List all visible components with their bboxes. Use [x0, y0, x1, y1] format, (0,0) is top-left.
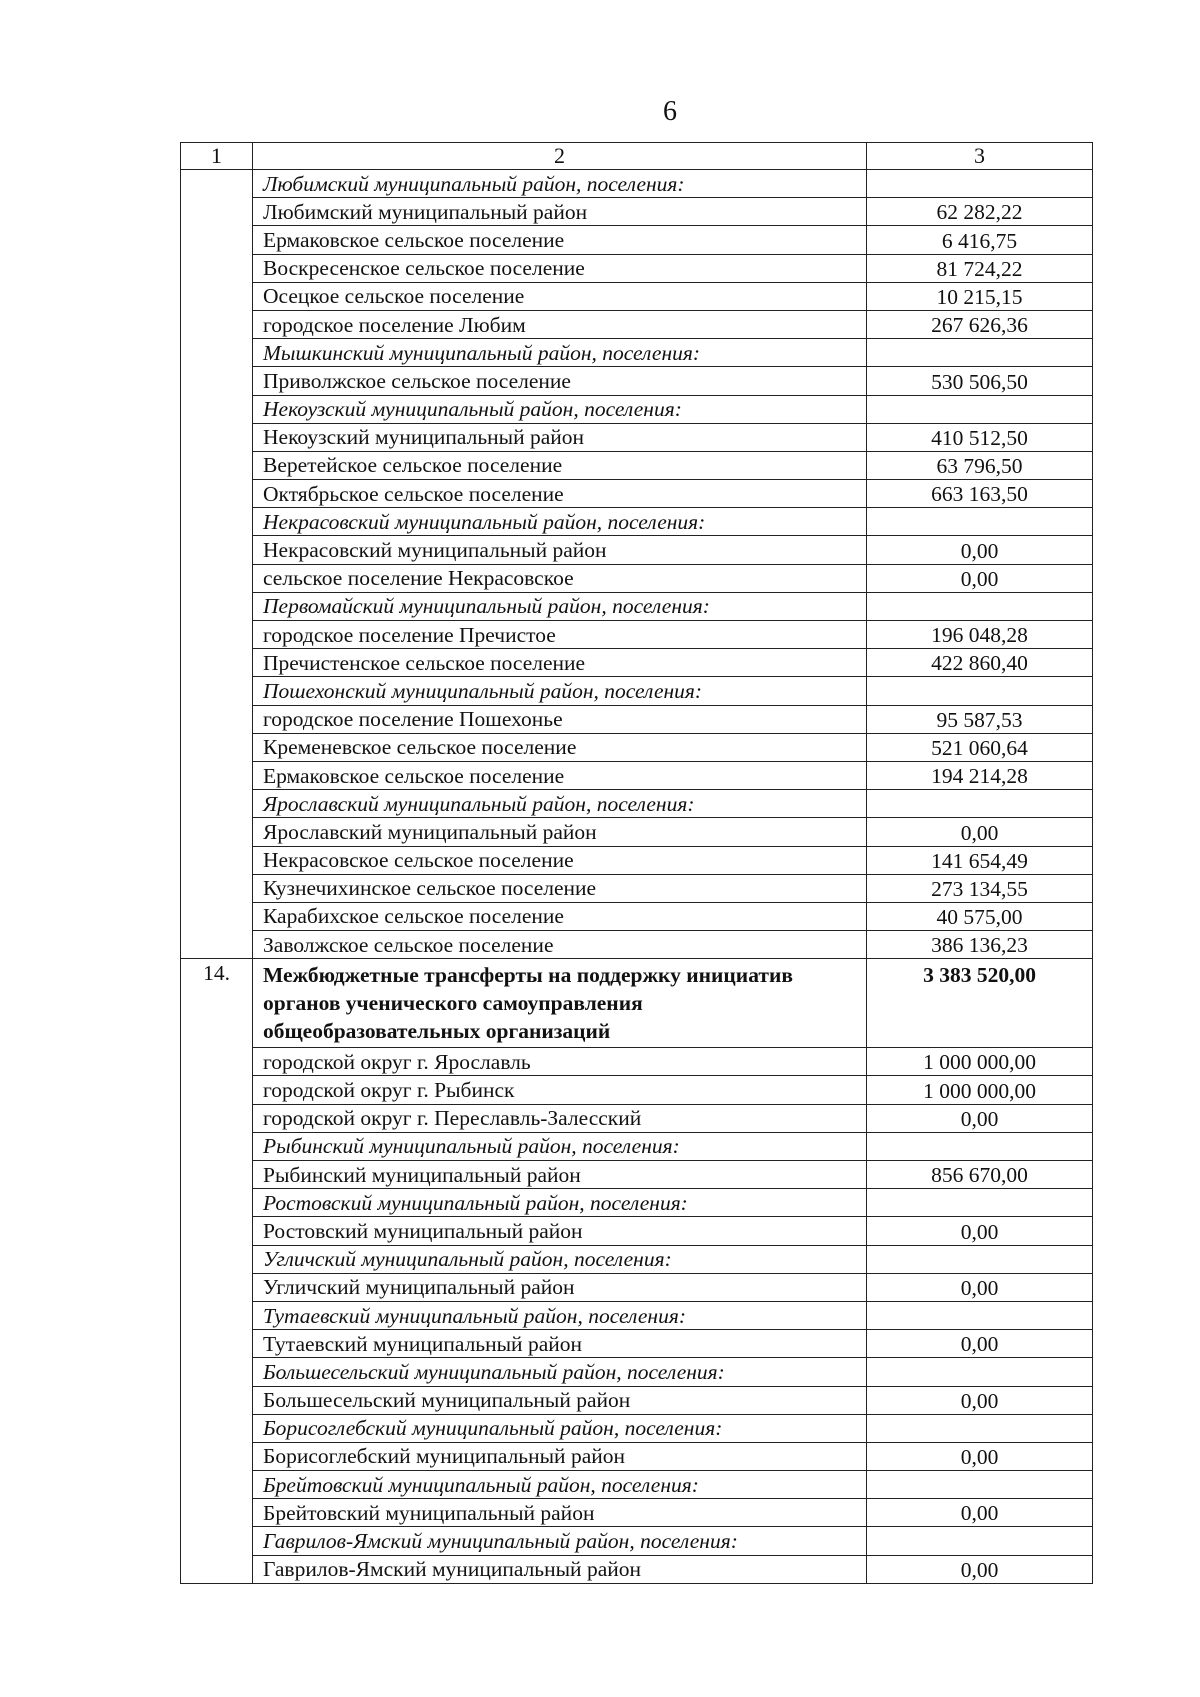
index-cell: [181, 536, 253, 564]
table-row: [181, 1442, 1093, 1470]
district-group-label: Борисоглебский муниципальный район, поселения:: [253, 1414, 867, 1442]
amount-cell: [867, 1132, 1093, 1160]
district-group-row: [181, 1358, 1093, 1386]
district-group-row: [181, 170, 1093, 198]
amount-cell: 0,00: [867, 1386, 1093, 1414]
index-cell: [181, 1499, 253, 1527]
budget-table-body: [181, 143, 1093, 1584]
amount-cell: [867, 339, 1093, 367]
index-cell: [181, 1273, 253, 1301]
table-row: [181, 536, 1093, 564]
table-row: [181, 931, 1093, 959]
section-total: 3 383 520,00: [867, 959, 1093, 1048]
amount-cell: 422 860,40: [867, 649, 1093, 677]
district-group-label: Рыбинский муниципальный район, поселения:: [253, 1132, 867, 1160]
district-group-label: Брейтовский муниципальный район, поселения:: [253, 1471, 867, 1499]
recipient-name: Пречистенское сельское поселение: [253, 649, 867, 677]
table-row: [181, 733, 1093, 761]
amount-cell: 1 000 000,00: [867, 1048, 1093, 1076]
index-cell: [181, 480, 253, 508]
page-number: 6: [663, 96, 677, 127]
recipient-name: Большесельский муниципальный район: [253, 1386, 867, 1414]
amount-cell: 0,00: [867, 1555, 1093, 1583]
amount-cell: [867, 790, 1093, 818]
amount-cell: 81 724,22: [867, 254, 1093, 282]
table-row: [181, 1104, 1093, 1132]
amount-cell: 273 134,55: [867, 874, 1093, 902]
index-cell: [181, 761, 253, 789]
section-index: 14.: [181, 959, 253, 1048]
table-row: [181, 1161, 1093, 1189]
district-group-row: [181, 395, 1093, 423]
index-cell: [181, 621, 253, 649]
amount-cell: 1 000 000,00: [867, 1076, 1093, 1104]
header-col-3: 3: [867, 143, 1093, 170]
index-cell: [181, 367, 253, 395]
amount-cell: 95 587,53: [867, 705, 1093, 733]
index-cell: [181, 1414, 253, 1442]
index-cell: [181, 170, 253, 198]
district-group-row: [181, 508, 1093, 536]
recipient-name: Некрасовский муниципальный район: [253, 536, 867, 564]
table-row: [181, 226, 1093, 254]
amount-cell: 194 214,28: [867, 761, 1093, 789]
amount-cell: [867, 1527, 1093, 1555]
amount-cell: [867, 592, 1093, 620]
recipient-name: Заволжское сельское поселение: [253, 931, 867, 959]
district-group-label: Некоузский муниципальный район, поселения:: [253, 395, 867, 423]
amount-cell: 63 796,50: [867, 451, 1093, 479]
amount-cell: 10 215,15: [867, 282, 1093, 310]
district-group-label: Гаврилов-Ямский муниципальный район, поселения:: [253, 1527, 867, 1555]
header-row: [181, 143, 1093, 170]
recipient-name: Веретейское сельское поселение: [253, 451, 867, 479]
table-row: [181, 1386, 1093, 1414]
recipient-name: Некрасовское сельское поселение: [253, 846, 867, 874]
district-group-label: Угличский муниципальный район, поселения:: [253, 1245, 867, 1273]
table-row: [181, 1048, 1093, 1076]
index-cell: [181, 846, 253, 874]
index-cell: [181, 705, 253, 733]
recipient-name: Любимский муниципальный район: [253, 198, 867, 226]
amount-cell: 0,00: [867, 564, 1093, 592]
recipient-name: Октябрьское сельское поселение: [253, 480, 867, 508]
table-row: [181, 1555, 1093, 1583]
district-group-row: [181, 592, 1093, 620]
amount-cell: [867, 170, 1093, 198]
table-row: [181, 1076, 1093, 1104]
district-group-row: [181, 1189, 1093, 1217]
recipient-name: Ермаковское сельское поселение: [253, 226, 867, 254]
recipient-name: Угличский муниципальный район: [253, 1273, 867, 1301]
recipient-name: Ростовский муниципальный район: [253, 1217, 867, 1245]
district-group-label: Любимский муниципальный район, поселения:: [253, 170, 867, 198]
section-row: [181, 959, 1093, 1048]
district-group-label: Некрасовский муниципальный район, поселения:: [253, 508, 867, 536]
recipient-name: городское поселение Пречистое: [253, 621, 867, 649]
header-col-1: 1: [181, 143, 253, 170]
recipient-name: городское поселение Пошехонье: [253, 705, 867, 733]
index-cell: [181, 790, 253, 818]
recipient-name: Кременевское сельское поселение: [253, 733, 867, 761]
amount-cell: 62 282,22: [867, 198, 1093, 226]
index-cell: [181, 1076, 253, 1104]
index-cell: [181, 1471, 253, 1499]
index-cell: [181, 395, 253, 423]
district-group-label: Большесельский муниципальный район, поселения:: [253, 1358, 867, 1386]
index-cell: [181, 818, 253, 846]
amount-cell: [867, 1301, 1093, 1329]
recipient-name: городское поселение Любим: [253, 310, 867, 338]
index-cell: [181, 339, 253, 367]
recipient-name: Кузнечихинское сельское поселение: [253, 874, 867, 902]
table-row: [181, 282, 1093, 310]
recipient-name: Ермаковское сельское поселение: [253, 761, 867, 789]
amount-cell: 0,00: [867, 818, 1093, 846]
index-cell: [181, 1301, 253, 1329]
amount-cell: [867, 677, 1093, 705]
amount-cell: 0,00: [867, 1273, 1093, 1301]
district-group-row: [181, 1471, 1093, 1499]
table-row: [181, 423, 1093, 451]
amount-cell: [867, 1414, 1093, 1442]
amount-cell: 0,00: [867, 1217, 1093, 1245]
index-cell: [181, 874, 253, 902]
amount-cell: 530 506,50: [867, 367, 1093, 395]
header-col-2: 2: [253, 143, 867, 170]
table-row: [181, 1499, 1093, 1527]
amount-cell: [867, 1189, 1093, 1217]
index-cell: [181, 508, 253, 536]
index-cell: [181, 423, 253, 451]
district-group-label: Ростовский муниципальный район, поселения:: [253, 1189, 867, 1217]
index-cell: [181, 1245, 253, 1273]
recipient-name: Воскресенское сельское поселение: [253, 254, 867, 282]
district-group-row: [181, 1132, 1093, 1160]
index-cell: [181, 1358, 253, 1386]
recipient-name: Приволжское сельское поселение: [253, 367, 867, 395]
index-cell: [181, 1442, 253, 1470]
index-cell: [181, 1048, 253, 1076]
table-row: [181, 705, 1093, 733]
district-group-row: [181, 1301, 1093, 1329]
district-group-row: [181, 677, 1093, 705]
index-cell: [181, 1132, 253, 1160]
amount-cell: [867, 1245, 1093, 1273]
index-cell: [181, 1527, 253, 1555]
amount-cell: 386 136,23: [867, 931, 1093, 959]
table-row: [181, 902, 1093, 930]
district-group-label: Ярославский муниципальный район, поселения:: [253, 790, 867, 818]
table-row: [181, 818, 1093, 846]
index-cell: [181, 1386, 253, 1414]
index-cell: [181, 649, 253, 677]
amount-cell: 141 654,49: [867, 846, 1093, 874]
table-row: [181, 1217, 1093, 1245]
recipient-name: сельское поселение Некрасовское: [253, 564, 867, 592]
index-cell: [181, 226, 253, 254]
table-row: [181, 564, 1093, 592]
table-row: [181, 846, 1093, 874]
table-row: [181, 198, 1093, 226]
recipient-name: Борисоглебский муниципальный район: [253, 1442, 867, 1470]
recipient-name: городской округ г. Переславль-Залесский: [253, 1104, 867, 1132]
amount-cell: 0,00: [867, 1499, 1093, 1527]
recipient-name: Тутаевский муниципальный район: [253, 1330, 867, 1358]
amount-cell: 0,00: [867, 1442, 1093, 1470]
district-group-row: [181, 339, 1093, 367]
district-group-label: Пошехонский муниципальный район, поселения:: [253, 677, 867, 705]
index-cell: [181, 1555, 253, 1583]
recipient-name: Осецкое сельское поселение: [253, 282, 867, 310]
recipient-name: городской округ г. Ярославль: [253, 1048, 867, 1076]
amount-cell: [867, 508, 1093, 536]
table-row: [181, 451, 1093, 479]
index-cell: [181, 677, 253, 705]
index-cell: [181, 1104, 253, 1132]
recipient-name: Рыбинский муниципальный район: [253, 1161, 867, 1189]
district-group-label: Мышкинский муниципальный район, поселения:: [253, 339, 867, 367]
recipient-name: Гаврилов-Ямский муниципальный район: [253, 1555, 867, 1583]
amount-cell: [867, 395, 1093, 423]
amount-cell: 663 163,50: [867, 480, 1093, 508]
district-group-label: Тутаевский муниципальный район, поселения:: [253, 1301, 867, 1329]
index-cell: [181, 564, 253, 592]
amount-cell: 40 575,00: [867, 902, 1093, 930]
table-row: [181, 1273, 1093, 1301]
index-cell: [181, 1161, 253, 1189]
index-cell: [181, 451, 253, 479]
table-row: [181, 761, 1093, 789]
table-row: [181, 480, 1093, 508]
recipient-name: Некоузский муниципальный район: [253, 423, 867, 451]
index-cell: [181, 902, 253, 930]
amount-cell: [867, 1471, 1093, 1499]
amount-cell: 196 048,28: [867, 621, 1093, 649]
section-title: Межбюджетные трансферты на поддержку инициатив органов ученического самоуправления общеобразовательных организаций: [253, 959, 867, 1048]
index-cell: [181, 1217, 253, 1245]
table-row: [181, 254, 1093, 282]
amount-cell: 521 060,64: [867, 733, 1093, 761]
budget-table: [180, 142, 1093, 1584]
table-row: [181, 621, 1093, 649]
index-cell: [181, 198, 253, 226]
amount-cell: 267 626,36: [867, 310, 1093, 338]
district-group-row: [181, 1527, 1093, 1555]
district-group-row: [181, 1414, 1093, 1442]
index-cell: [181, 1189, 253, 1217]
recipient-name: городской округ г. Рыбинск: [253, 1076, 867, 1104]
recipient-name: Брейтовский муниципальный район: [253, 1499, 867, 1527]
table-row: [181, 310, 1093, 338]
district-group-row: [181, 1245, 1093, 1273]
table-row: [181, 874, 1093, 902]
index-cell: [181, 1330, 253, 1358]
table-row: [181, 1330, 1093, 1358]
index-cell: [181, 282, 253, 310]
index-cell: [181, 733, 253, 761]
district-group-row: [181, 790, 1093, 818]
amount-cell: [867, 1358, 1093, 1386]
index-cell: [181, 592, 253, 620]
index-cell: [181, 931, 253, 959]
index-cell: [181, 310, 253, 338]
recipient-name: Карабихское сельское поселение: [253, 902, 867, 930]
amount-cell: 0,00: [867, 536, 1093, 564]
recipient-name: Ярославский муниципальный район: [253, 818, 867, 846]
table-row: [181, 367, 1093, 395]
district-group-label: Первомайский муниципальный район, поселения:: [253, 592, 867, 620]
table-row: [181, 649, 1093, 677]
amount-cell: 410 512,50: [867, 423, 1093, 451]
amount-cell: 0,00: [867, 1104, 1093, 1132]
amount-cell: 856 670,00: [867, 1161, 1093, 1189]
amount-cell: 6 416,75: [867, 226, 1093, 254]
amount-cell: 0,00: [867, 1330, 1093, 1358]
index-cell: [181, 254, 253, 282]
